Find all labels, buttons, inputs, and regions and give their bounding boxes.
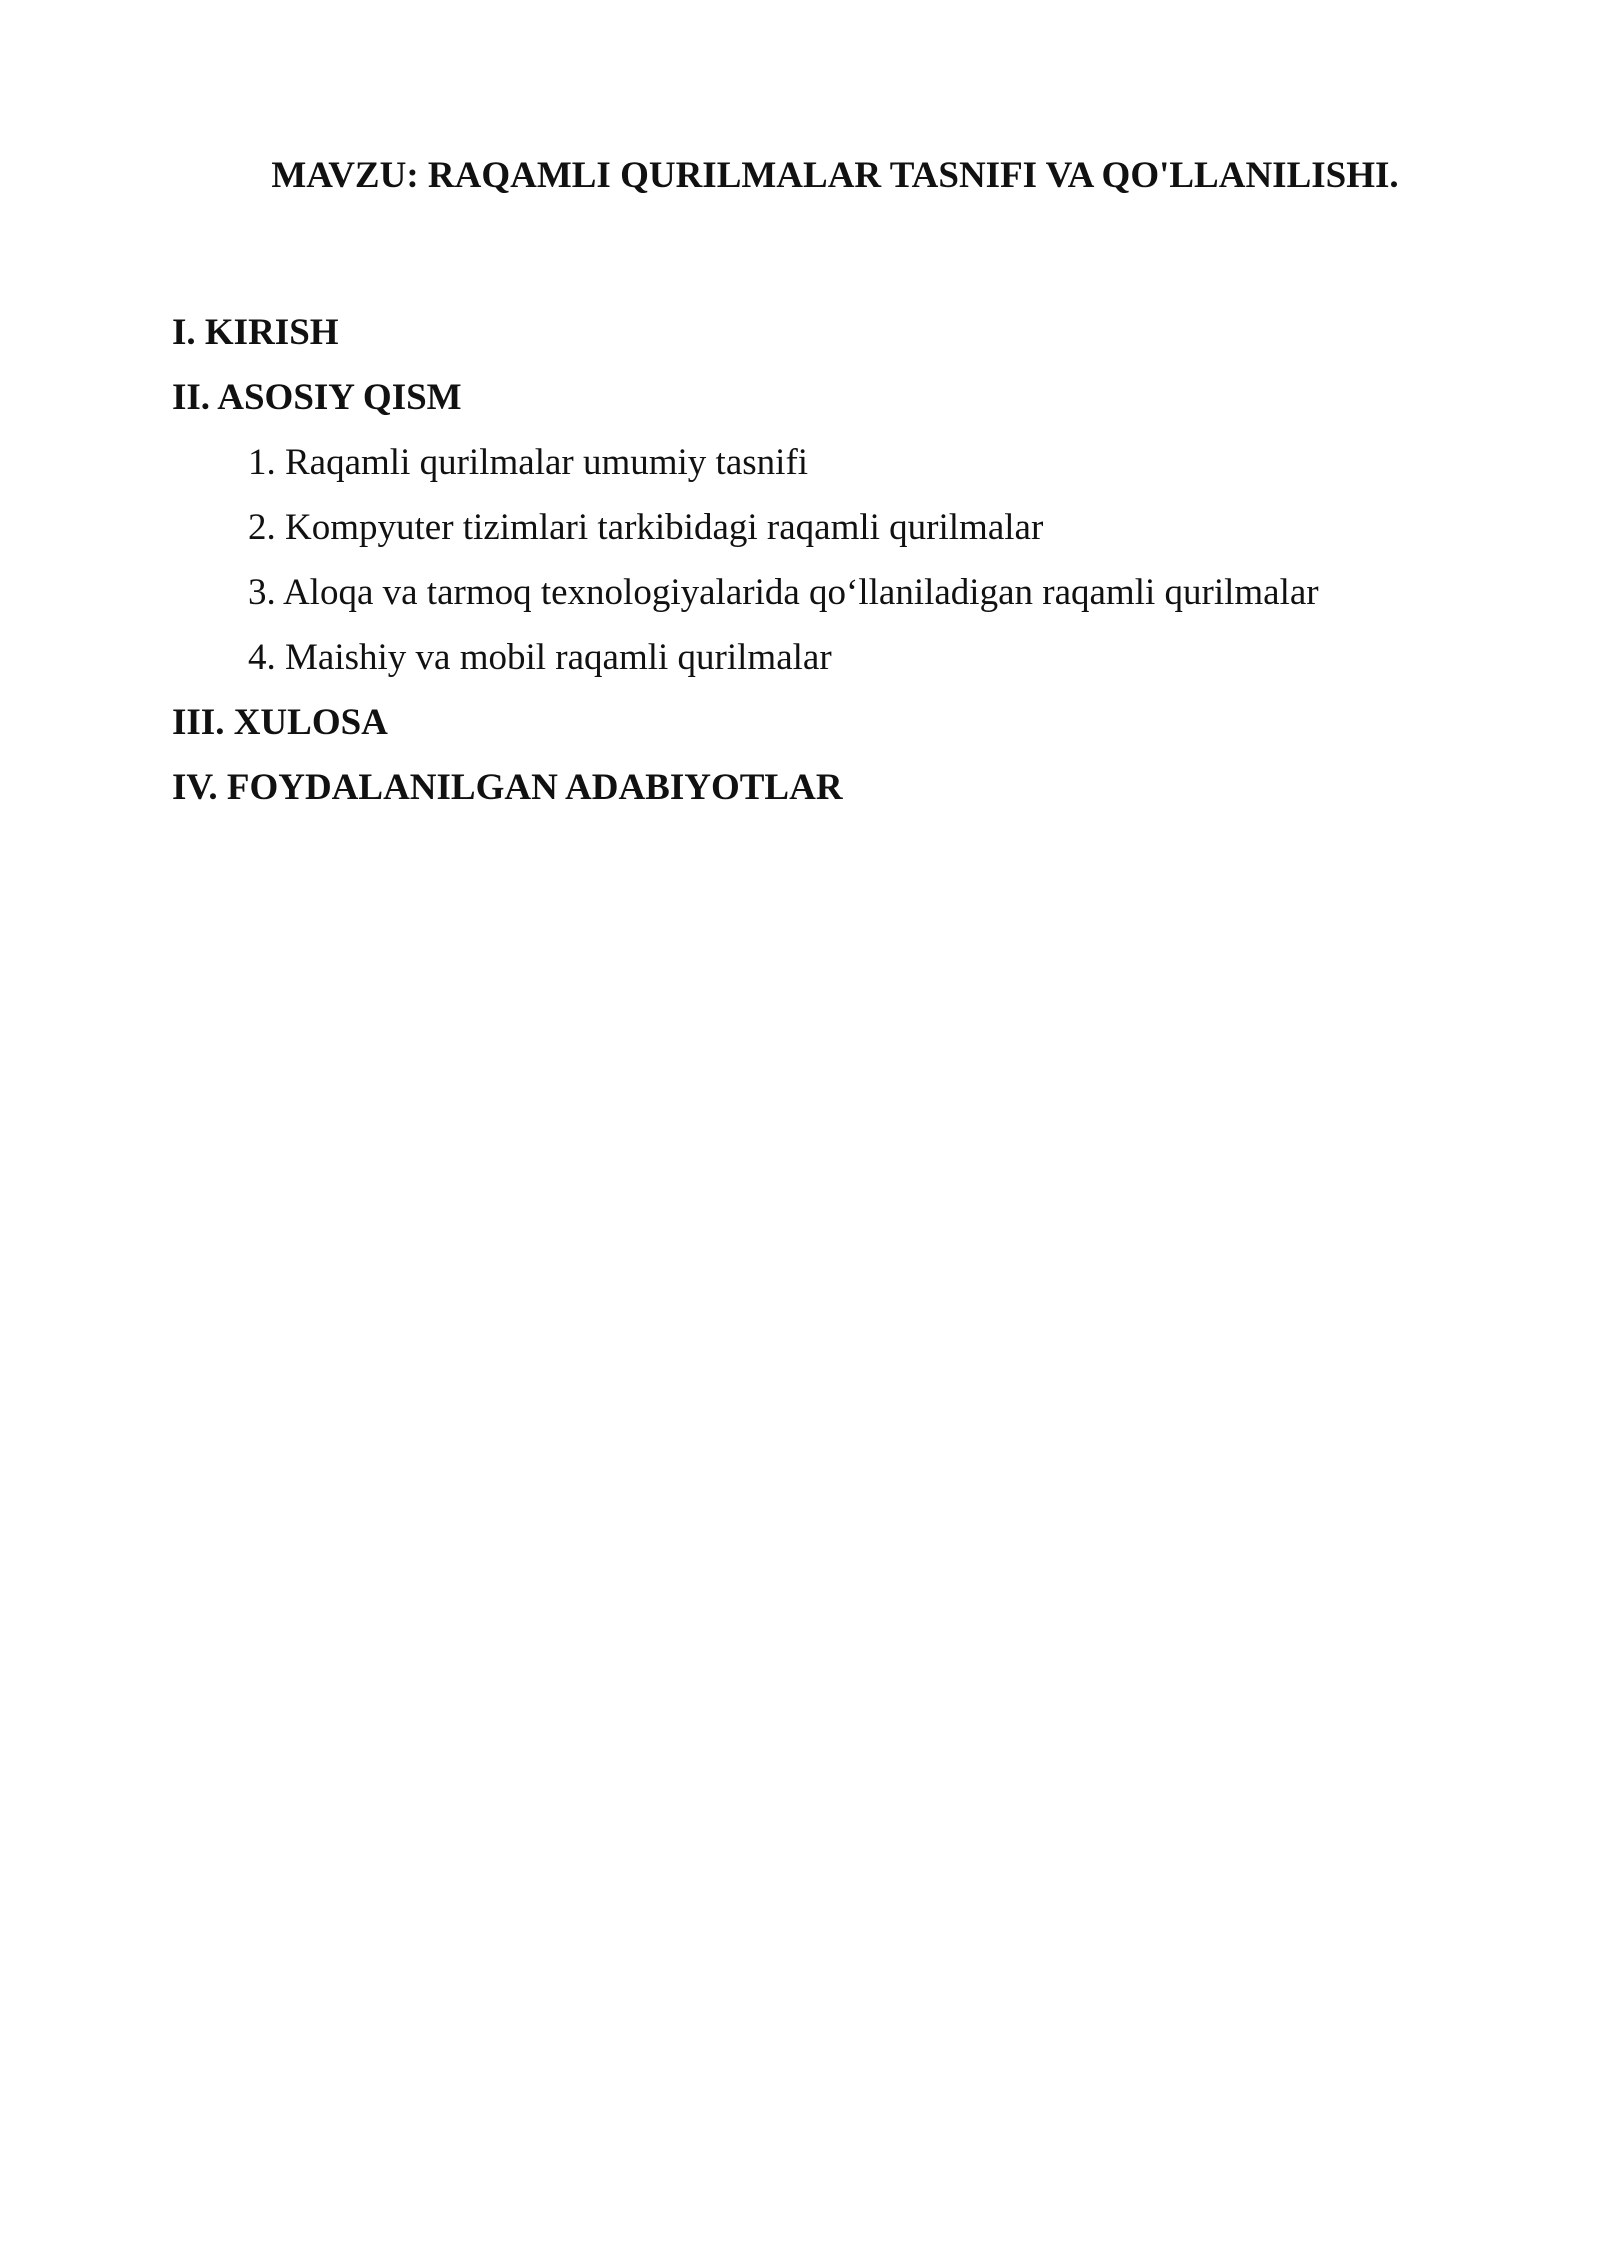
section-heading-main-part: II. ASOSIY QISM	[172, 377, 462, 418]
section-heading-conclusion: III. XULOSA	[172, 702, 388, 743]
subsection-item: 1. Raqamli qurilmalar umumiy tasnifi	[248, 442, 809, 483]
section-heading-references: IV. FOYDALANILGAN ADABIYOTLAR	[172, 767, 843, 808]
section-heading-introduction: I. KIRISH	[172, 312, 339, 353]
document-title: MAVZU: RAQAMLI QURILMALAR TASNIFI VA QO'LLANILISHI.	[271, 155, 1399, 196]
table-of-contents	[172, 300, 1472, 820]
subsection-item: 3. Aloqa va tarmoq texnologiyalarida qo‘llaniladigan raqamli qurilmalar	[248, 572, 1319, 613]
subsection-item: 2. Kompyuter tizimlari tarkibidagi raqamli qurilmalar	[248, 507, 1044, 548]
subsection-item: 4. Maishiy va mobil raqamli qurilmalar	[248, 637, 832, 678]
